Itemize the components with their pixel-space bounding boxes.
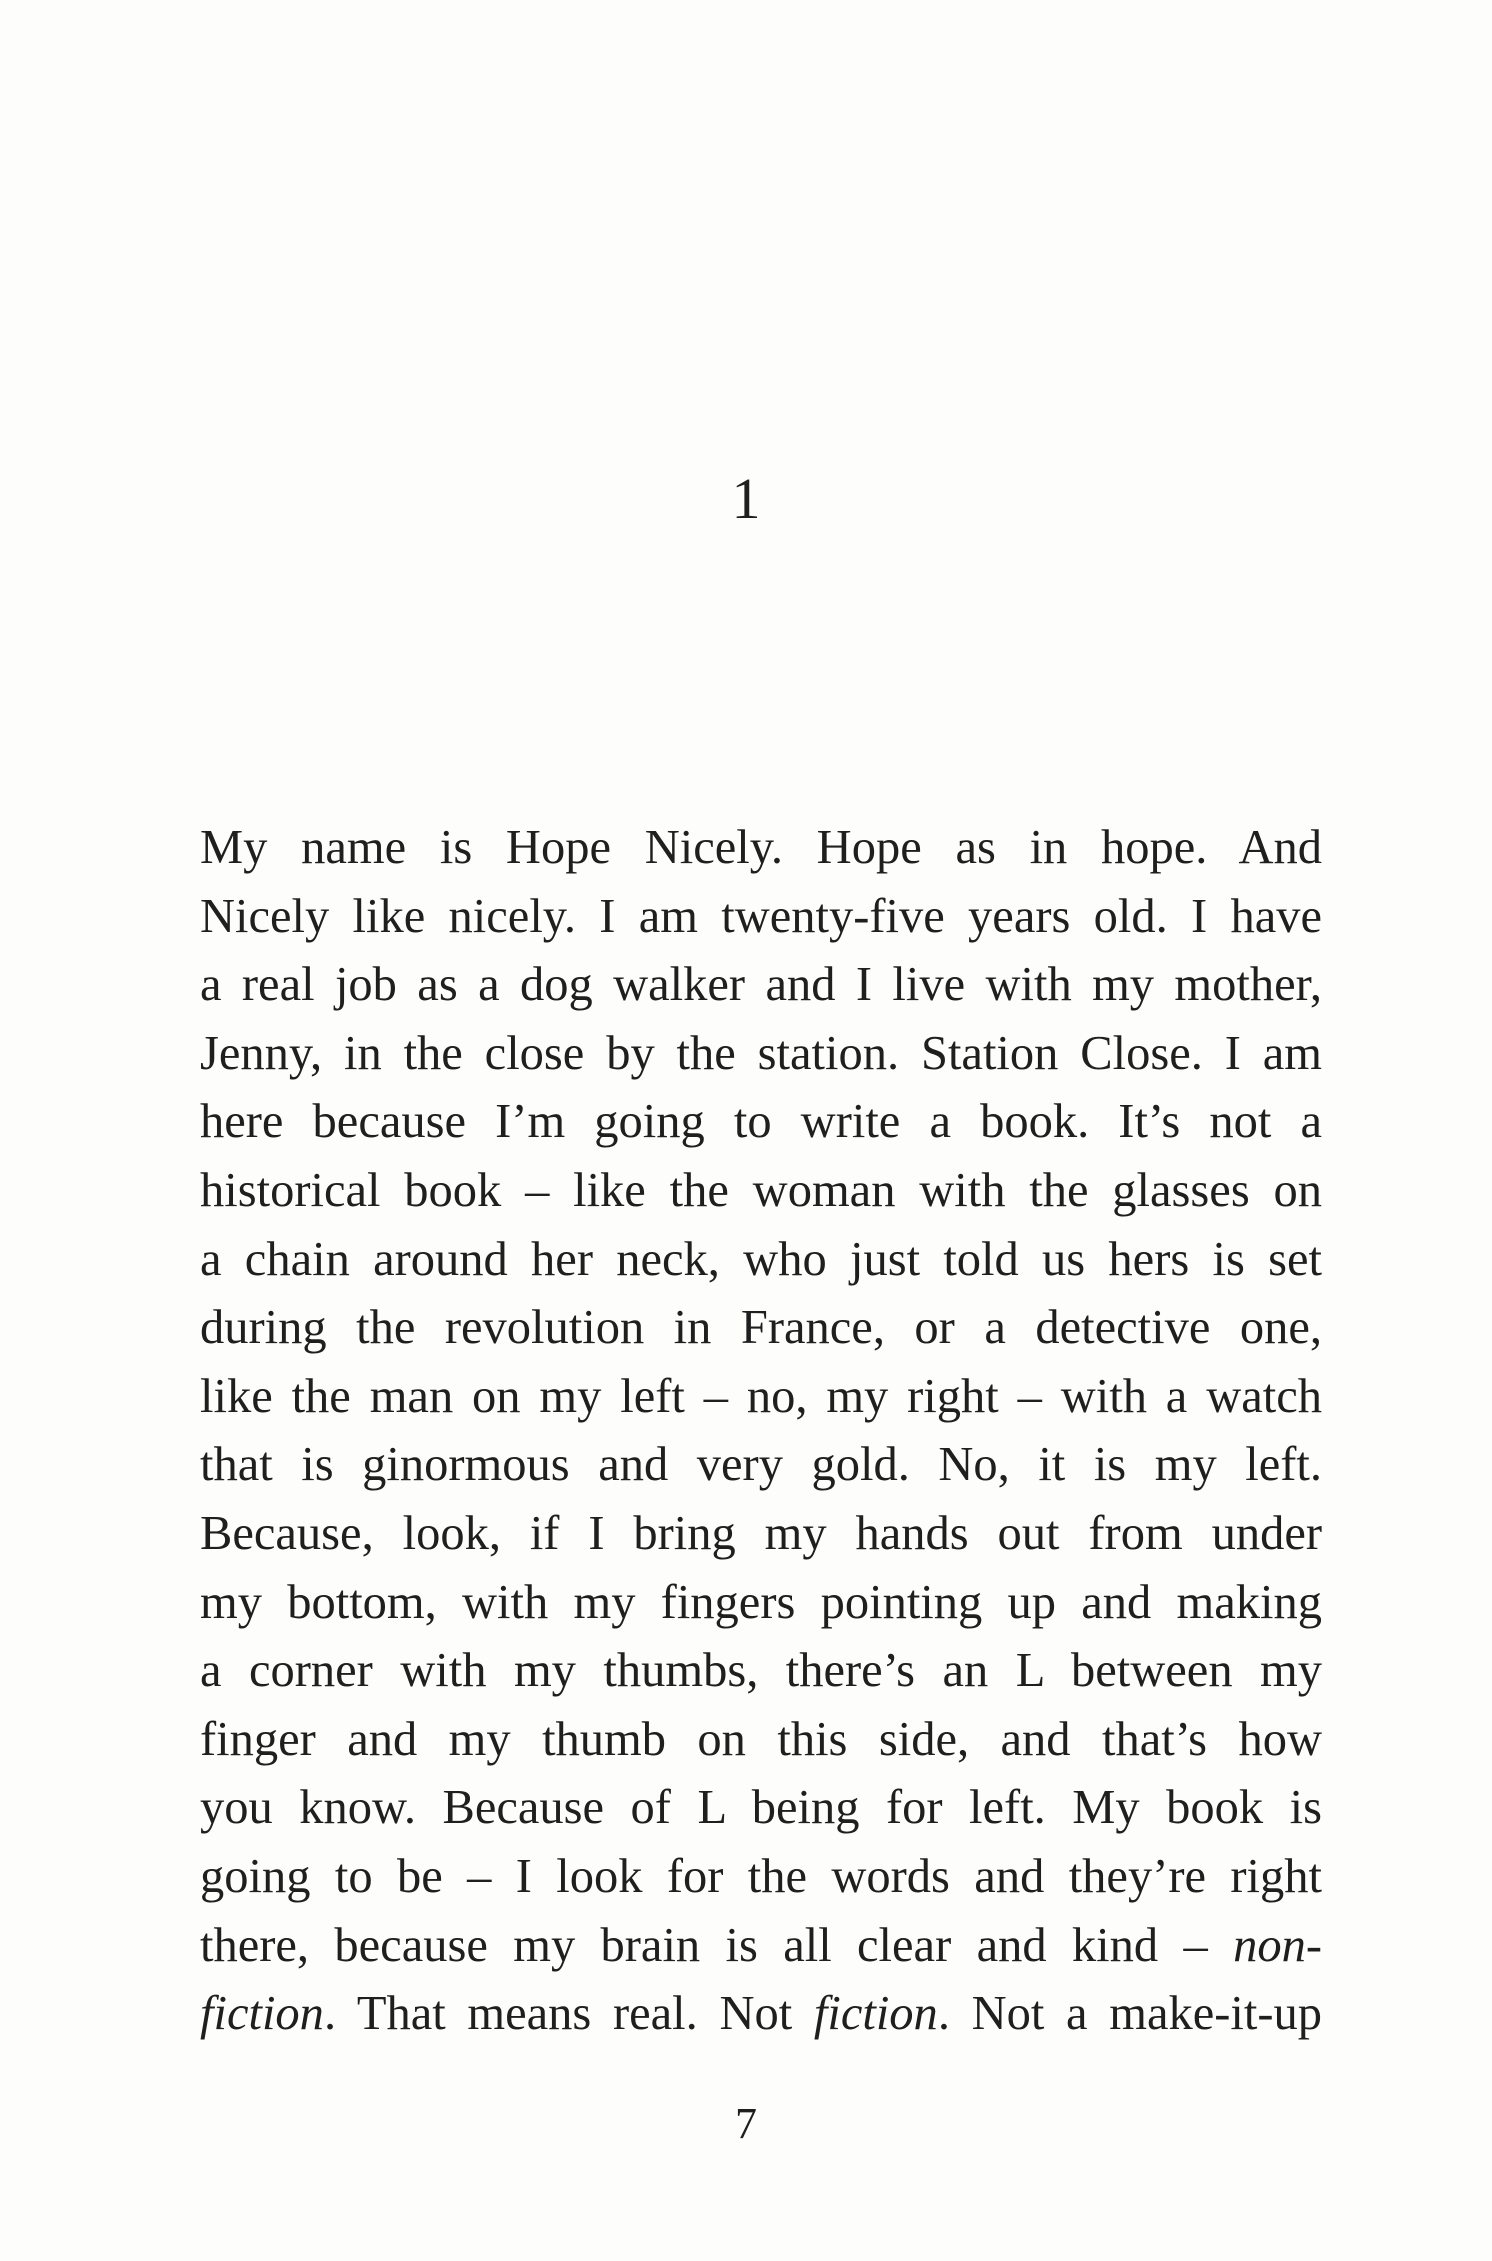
- text-line: [200, 1843, 1322, 1912]
- text-segment: during the revolution in France, or a detective one,: [200, 1301, 1322, 1355]
- text-line: [200, 951, 1322, 1020]
- italic-text: fiction: [200, 1987, 324, 2041]
- text-segment: here because I’m going to write a book. It’s not a: [200, 1095, 1322, 1149]
- text-segment: Nicely like nicely. I am twenty-five years old. I have: [200, 889, 1322, 943]
- text-line: [200, 1706, 1322, 1775]
- text-line: [200, 1980, 1322, 2049]
- text-segment: Jenny, in the close by the station. Station Close. I am: [200, 1026, 1322, 1080]
- text-line: [200, 1569, 1322, 1638]
- text-line: [200, 1020, 1322, 1089]
- text-segment: there, because my brain is all clear and kind –: [200, 1918, 1234, 1972]
- text-segment: like the man on my left – no, my right – with a watch: [200, 1369, 1322, 1423]
- text-segment: . Not a make-it-up: [937, 1987, 1322, 2041]
- text-segment: you know. Because of L being for left. My book is: [200, 1781, 1322, 1835]
- text-line: [200, 1912, 1322, 1981]
- italic-text: non-: [1233, 1918, 1322, 1972]
- text-line: [200, 1157, 1322, 1226]
- text-segment: my bottom, with my fingers pointing up and making: [200, 1575, 1322, 1629]
- text-line: [200, 1088, 1322, 1157]
- text-line: [200, 1294, 1322, 1363]
- body-paragraph: [200, 814, 1322, 2049]
- text-line: [200, 883, 1322, 952]
- chapter-number: 1: [731, 466, 761, 531]
- page-number: 7: [735, 2099, 757, 2148]
- text-segment: finger and my thumb on this side, and that’s how: [200, 1712, 1322, 1766]
- text-line: [200, 1500, 1322, 1569]
- text-segment: historical book – like the woman with the glasses on: [200, 1163, 1322, 1217]
- text-segment: a real job as a dog walker and I live with my mother,: [200, 958, 1322, 1012]
- text-line: [200, 1637, 1322, 1706]
- text-segment: Because, look, if I bring my hands out from under: [200, 1506, 1322, 1560]
- italic-text: fiction: [813, 1987, 938, 2041]
- text-line: [200, 1363, 1322, 1432]
- text-line: [200, 1226, 1322, 1295]
- text-segment: a corner with my thumbs, there’s an L between my: [200, 1644, 1322, 1698]
- text-segment: a chain around her neck, who just told us hers is set: [200, 1232, 1322, 1286]
- text-line: [200, 814, 1322, 883]
- text-segment: My name is Hope Nicely. Hope as in hope. And: [200, 821, 1322, 874]
- text-line: [200, 1431, 1322, 1500]
- text-line: [200, 1774, 1322, 1843]
- text-segment: going to be – I look for the words and they’re right: [200, 1849, 1322, 1903]
- text-segment: . That means real. Not: [323, 1987, 814, 2041]
- text-segment: that is ginormous and very gold. No, it is my left.: [200, 1438, 1322, 1492]
